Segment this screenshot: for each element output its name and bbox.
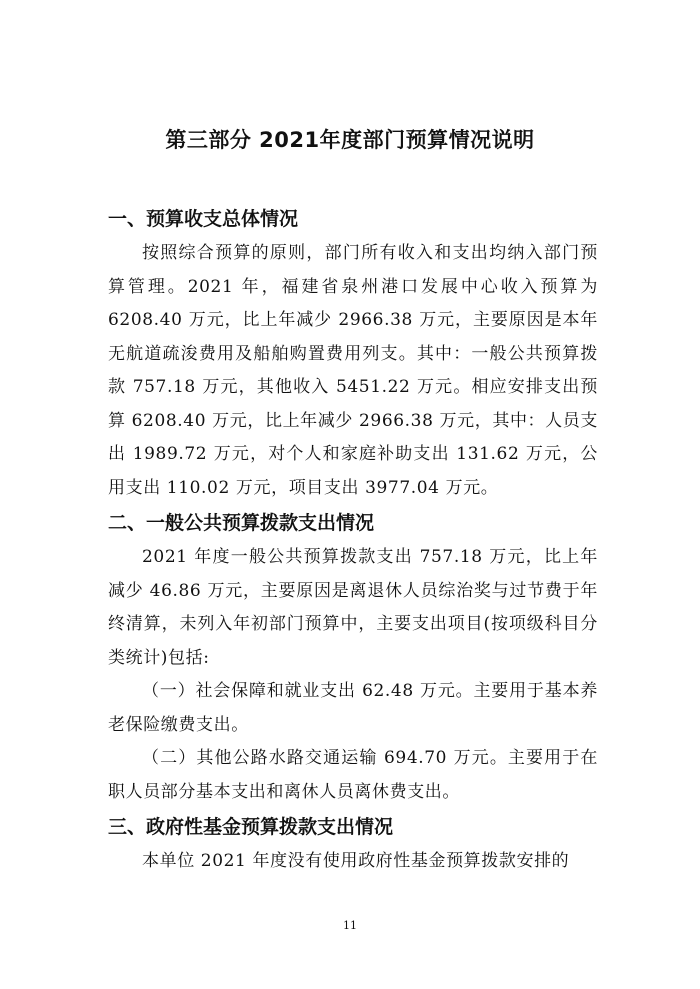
document-body [108,201,598,879]
section-heading-1: 一、预算收支总体情况 [108,208,299,230]
section-heading-2: 二、一般公共预算拨款支出情况 [108,512,375,534]
page-title: 第三部分 2021年度部门预算情况说明 [165,128,535,152]
section-3-paragraph-1: 本单位 2021 年度没有使用政府性基金预算拨款安排的 [142,851,570,871]
section-2-paragraph-3: （二）其他公路水路交通运输 694.70 万元。主要用于在职人员部分基本支出和离休人员离休费支出。 [108,748,598,802]
section-heading-3: 三、政府性基金预算拨款支出情况 [108,816,394,838]
section-2-paragraph-1: 2021 年度一般公共预算拨款支出 757.18 万元，比上年减少 46.86 万元，主要原因是离退休人员综治奖与过节费于年终清算，未列入年初部门预算中，主要支出项目(按项级科目分类统计)包括: [108,547,598,668]
section-2-paragraph-2: （一）社会保障和就业支出 62.48 万元。主要用于基本养老保险缴费支出。 [108,681,598,735]
page-number: 11 [343,919,357,932]
section-1-paragraph-1: 按照综合预算的原则，部门所有收入和支出均纳入部门预算管理。2021 年，福建省泉州港口发展中心收入预算为 6208.40 万元，比上年减少 2966.38 万元，主要原因是本年无航道疏浚费用及船舶购置费用列支。其中：一般公共预算拨款 757.18 万元，其他收入 5451.22 万元。相应安排支出预算 6208.40 万元，比上年减少 2966.38 万元，其中：人员支出 1989.72 万元，对个人和家庭补助支出 131.62 万元，公用支出 110.02 万元，项目支出 3977.04 万元。 [108,243,598,498]
